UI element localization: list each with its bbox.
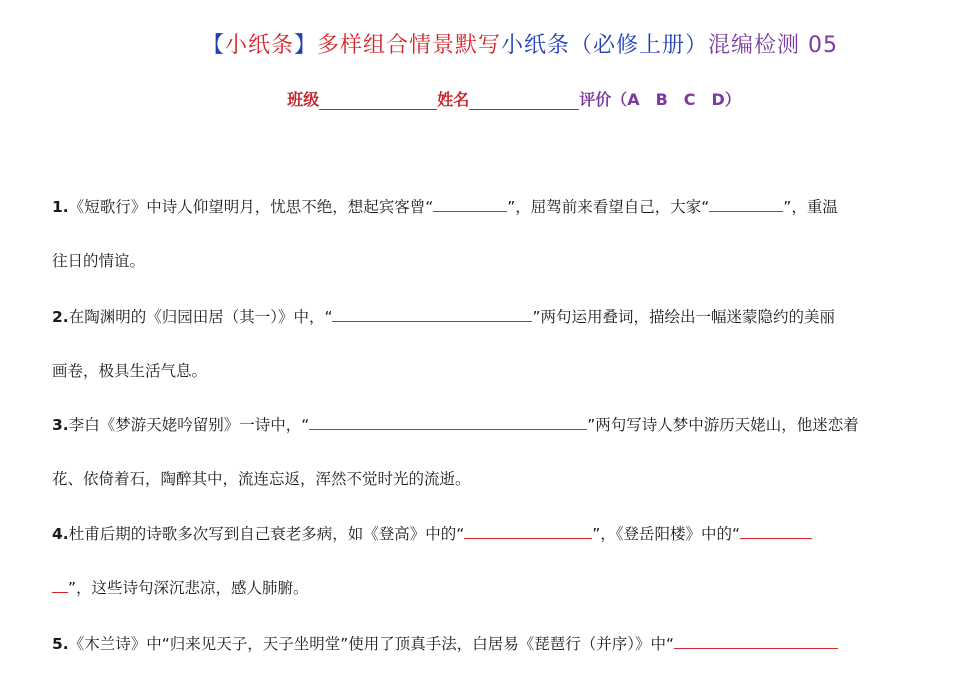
question-number: 4. [52,525,69,543]
answer-blank[interactable] [332,305,532,322]
answer-blank[interactable] [709,195,783,212]
document-title [0,28,960,59]
title-part1: 多样组合情景默写 [317,33,502,58]
name-blank[interactable] [469,91,579,110]
question-text: ”两句运用叠词，描绘出一幅迷蒙隐约的美丽 [532,308,836,326]
title-bracket-open: 【 [201,33,225,58]
question-1 [52,180,938,288]
question-text: 《木兰诗》中“归来见天子，天子坐明堂”使用了顶真手法，白居易《琵琶行（并序）》中“ [68,635,675,653]
question-text-line2: 画卷，极具生活气息。 [52,362,208,380]
question-text-line2: 往日的情谊。 [52,252,146,270]
question-text: ”，《登岳阳楼》中的“ [592,525,741,543]
title-part2: 小纸条（必修上册） [501,33,709,58]
question-text: ”，屈驾前来看望自己，大家“ [507,198,710,216]
student-info-row [0,87,960,110]
question-number: 5. [52,635,69,653]
question-4 [52,507,938,615]
question-text: 在陶渊明的《归园田居（其一）》中，“ [68,308,333,326]
question-text: 李白《梦游天姥吟留别》一诗中，“ [68,416,310,434]
answer-blank[interactable] [740,522,812,539]
answer-blank[interactable] [309,413,587,430]
question-text: ”，重温 [783,198,838,216]
answer-blank-continued[interactable] [52,576,68,593]
question-text-line2: 花、依倚着石，陶醉其中，流连忘返，浑然不觉时光的流逝。 [52,470,471,488]
question-2 [52,290,938,398]
question-number: 1. [52,198,69,216]
title-bracket-close: 】 [293,33,317,58]
title-tag: 小纸条 [224,33,294,58]
question-text: 杜甫后期的诗歌多次写到自己衰老多病，如《登高》中的“ [68,525,465,543]
question-text-line2: ”，这些诗句深沉悲凉，感人肺腑。 [68,579,309,597]
evaluation-label: 评价（A B C D） [579,90,741,109]
class-label: 班级 [287,90,320,109]
question-text: ”两句写诗人梦中游历天姥山，他迷恋着 [587,416,859,434]
question-text: 《短歌行》中诗人仰望明月，忧思不绝，想起宾客曾“ [68,198,434,216]
class-blank[interactable] [319,91,437,110]
question-number: 3. [52,416,69,434]
question-5 [52,617,938,671]
question-number: 2. [52,308,69,326]
question-3 [52,398,938,506]
title-part3: 混编检测 05 [708,33,839,58]
answer-blank[interactable] [464,522,592,539]
name-label: 姓名 [437,90,470,109]
answer-blank[interactable] [674,632,838,649]
answer-blank[interactable] [433,195,507,212]
